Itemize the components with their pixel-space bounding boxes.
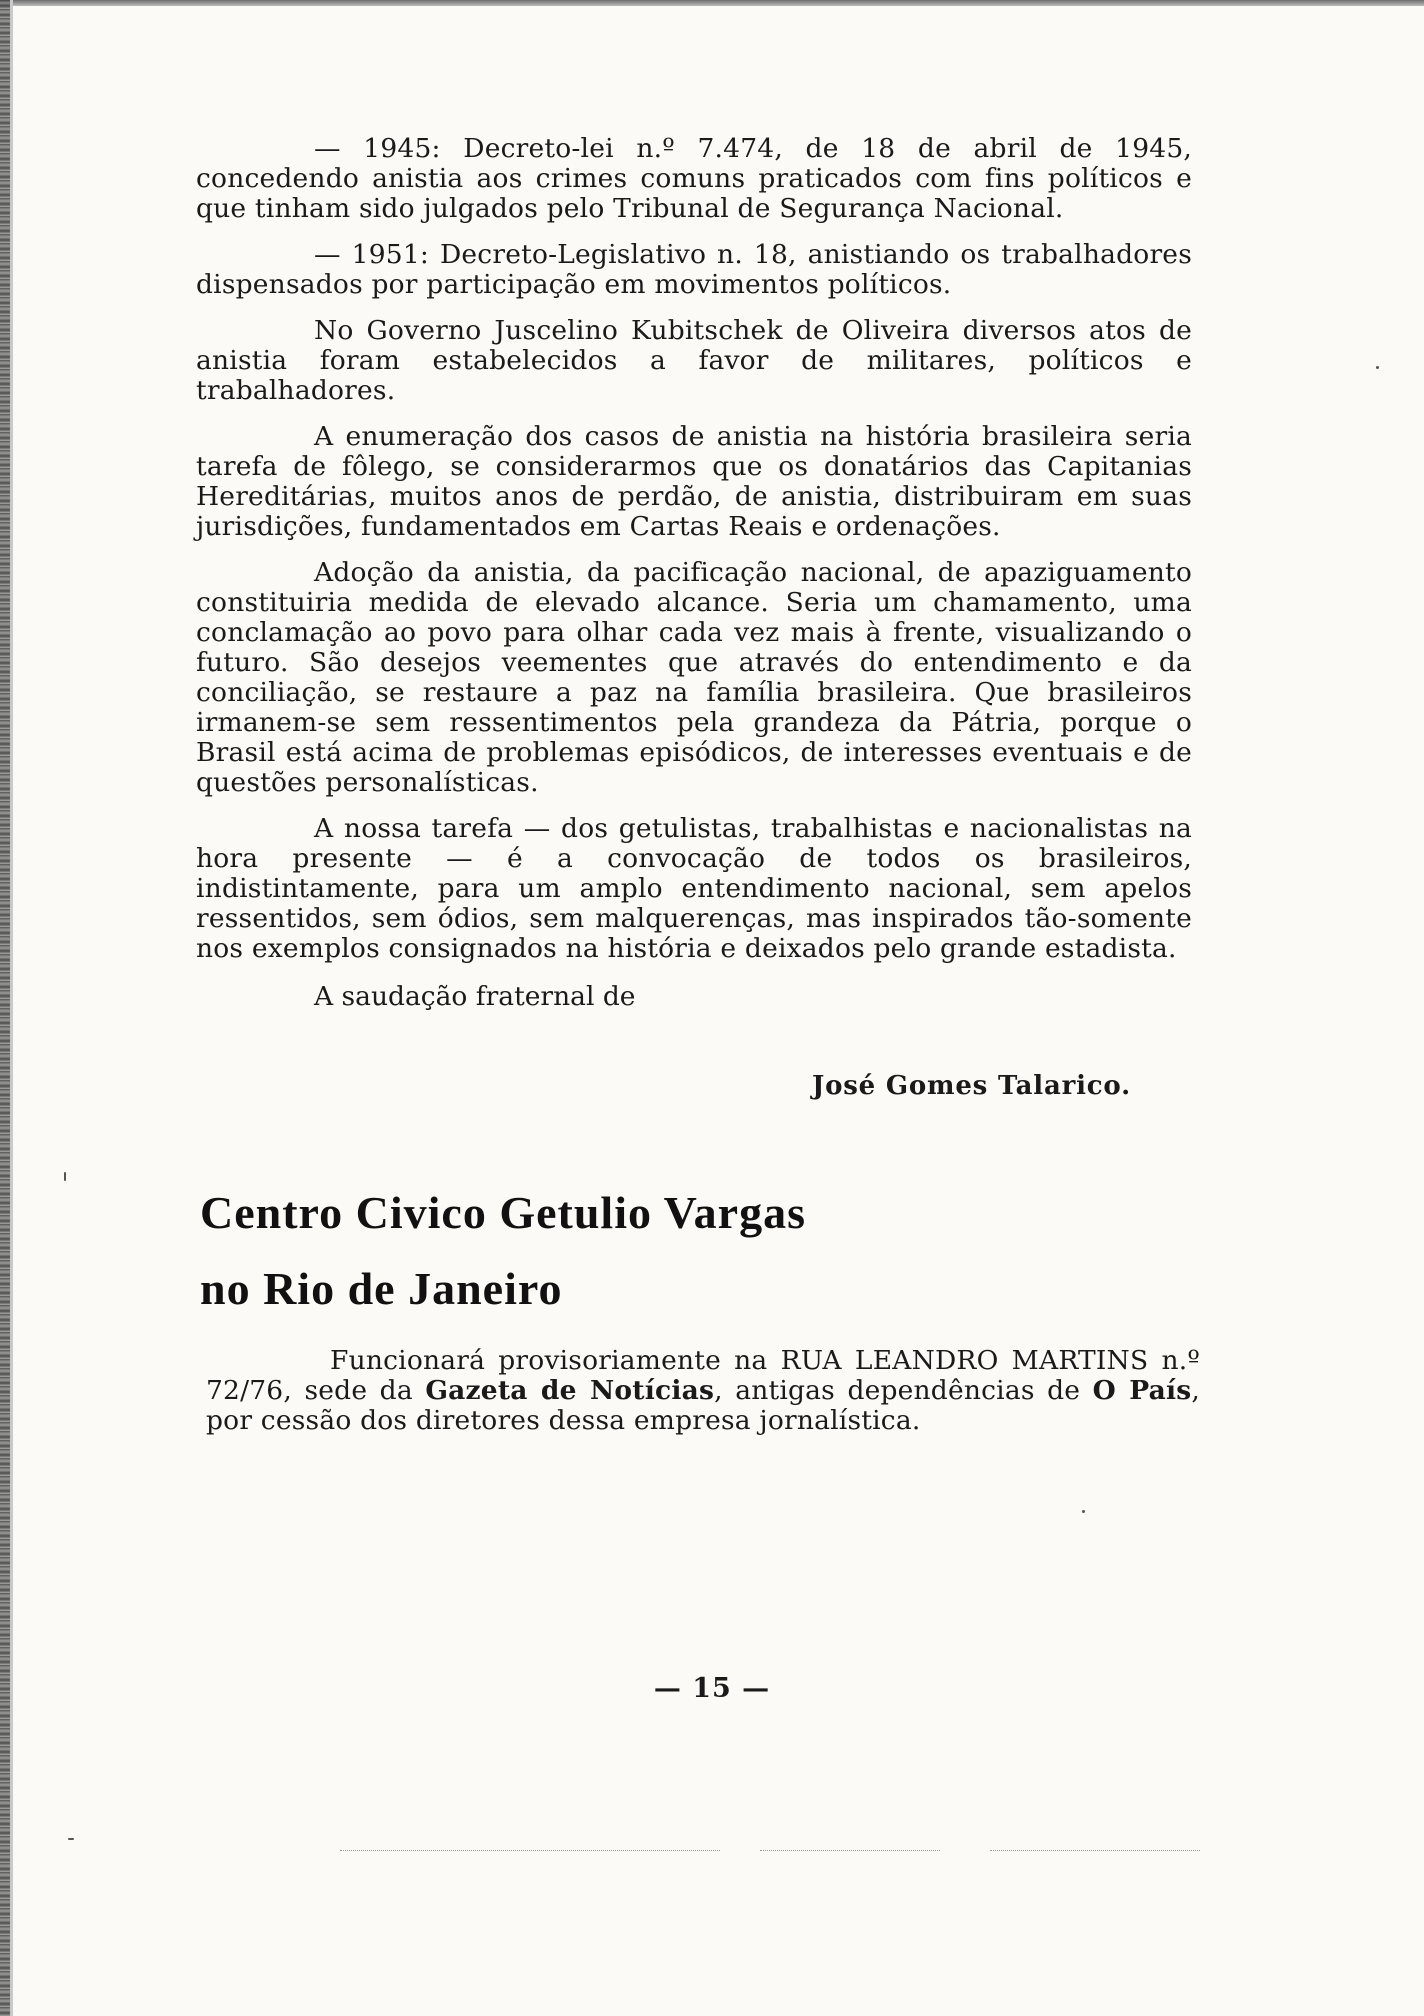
scan-artifact-line — [760, 1850, 940, 1852]
paragraph-1945-decree: — 1945: Decreto-lei n.º 7.474, de 18 de abril de 1945, concedendo anistia aos crimes comuns praticados com fins políticos e que tinham sido julgados pelo Tribunal de Segurança Nacional. — [196, 133, 1192, 224]
scan-speck — [1376, 366, 1379, 369]
paragraph-task: A nossa tarefa — dos getulistas, trabalhistas e nacionalistas na hora presente — é a convocação de todos os brasileiros, indistintamente, para um amplo entendimento nacional, sem apelos ressentidos, sem ódios, sem malquerenças, mas inspirados tão-somente nos exemplos consignados na história e deixados pelo grande estadista. — [196, 813, 1192, 964]
scan-speck — [68, 1838, 74, 1840]
scan-binding-shadow — [10, 0, 13, 2016]
paragraph-1951-decree: — 1951: Decreto-Legislativo n. 18, anistiando os trabalhadores dispensados por participação em movimentos políticos. — [196, 239, 1192, 300]
scan-speck — [64, 1172, 66, 1181]
scan-speck — [1082, 1510, 1085, 1513]
scan-binding-edge — [0, 0, 10, 2016]
newspaper-name-gazeta: Gazeta de Notícias — [425, 1375, 715, 1406]
main-text — [196, 134, 1192, 1012]
section-body — [206, 1346, 1200, 1452]
scan-top-edge — [0, 0, 1424, 6]
paragraph-enumeration: A enumeração dos casos de anistia na história brasileira seria tarefa de fôlego, se considerarmos que os donatários das Capitanias Hereditárias, muitos anos de perdão, de anistia, distribuiram em suas jurisdições, fundamentados em Cartas Reais e ordenações. — [196, 421, 1192, 542]
section-title-line-2: no Rio de Janeiro — [200, 1263, 563, 1314]
section-text-1: Funcionará provisoriamente na RUA LEANDRO MARTINS n.º 72/76, sede da — [206, 1345, 1200, 1406]
section-text-2: , antigas dependências de — [714, 1375, 1093, 1406]
paragraph-adoption: Adoção da anistia, da pacificação nacional, de apaziguamento constituiria medida de elevado alcance. Seria um chamamento, uma conclamação ao povo para olhar cada vez mais à frente, visualizando o futuro. São desejos veementes que através do entendimento e da conciliação, se restaure a paz na família brasileira. Que brasileiros irmanem-se sem ressentimentos pela grandeza da Pátria, porque o Brasil está acima de problemas episódicos, de interesses eventuais e de questões personalísticas. — [196, 557, 1192, 798]
paragraph-kubitschek: No Governo Juscelino Kubitschek de Oliveira diversos atos de anistia foram estabelecidos a favor de militares, políticos e trabalhadores. — [196, 315, 1192, 406]
newspaper-name-o-pais: O País — [1092, 1375, 1192, 1406]
page-number: — 15 — — [653, 1673, 771, 1704]
scan-artifact-line — [990, 1850, 1200, 1852]
signature: José Gomes Talarico. — [812, 1071, 1131, 1101]
scan-artifact-line — [340, 1850, 720, 1852]
section-title-line-1: Centro Civico Getulio Vargas — [200, 1187, 806, 1238]
salutation: A saudação fraternal de — [314, 981, 636, 1012]
section-paragraph — [206, 1346, 1200, 1436]
section-text-3: , por cessão dos diretores dessa empresa jornalística. — [206, 1375, 1201, 1436]
